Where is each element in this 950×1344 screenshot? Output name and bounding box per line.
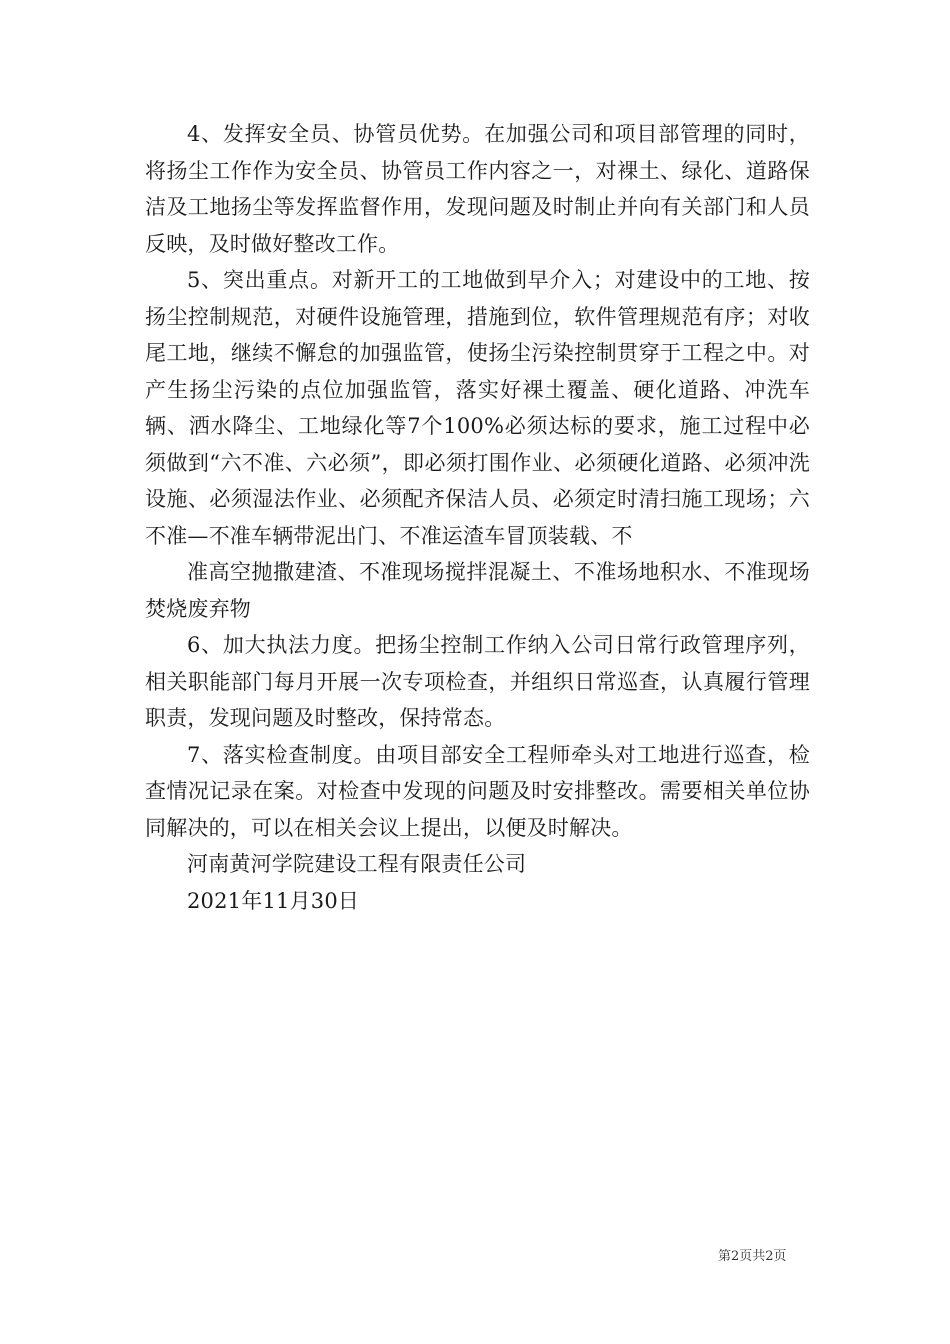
company-signature: 河南黄河学院建设工程有限责任公司 [187,852,527,876]
paragraph-item-6: 6、加大执法力度。把扬尘控制工作纳入公司日常行政管理序列，相关职能部门每月开展一次专项检查，并组织日常巡查，认真履行管理职责，发现问题及时整改，保持常态。 [145,633,810,730]
document-body [145,116,810,919]
paragraph-item-5: 5、突出重点。对新开工的工地做到早介入；对建设中的工地、按扬尘控制规范，对硬件设施管理，措施到位，软件管理规范有序；对收尾工地，继续不懈怠的加强监管，使扬尘污染控制贯穿于工程之中。对产生扬尘污染的点位加强监管，落实好裸土覆盖、硬化道路、冲洗车辆、洒水降尘、工地绿化等7个100%必须达标的要求，施工过程中必须做到“六不准、六必须”，即必须打围作业、必须硬化道路、必须冲洗设施、必须湿法作业、必须配齐保洁人员、必须定时清扫施工现场；六不准—不准车辆带泥出门、不准运渣车冒顶装载、不 [145,268,810,548]
page-number: 第2页共2页 [718,1249,787,1264]
paragraph-item-7: 7、落实检查制度。由项目部安全工程师牵头对工地进行巡查，检查情况记录在案。对检查中发现的问题及时安排整改。需要相关单位协同解决的，可以在相关会议上提出，以便及时解决。 [145,742,810,840]
document-date: 2021年11月30日 [187,888,360,913]
paragraph-item-5-continuation: 准高空抛撒建渣、不准现场搅拌混凝土、不准场地积水、不准现场焚烧废弃物 [145,560,810,621]
paragraph-item-4: 4、发挥安全员、协管员优势。在加强公司和项目部管理的同时，将扬尘工作作为安全员、协管员工作内容之一，对裸土、绿化、道路保洁及工地扬尘等发挥监督作用，发现问题及时制止并向有关部门和人员反映，及时做好整改工作。 [145,122,810,256]
